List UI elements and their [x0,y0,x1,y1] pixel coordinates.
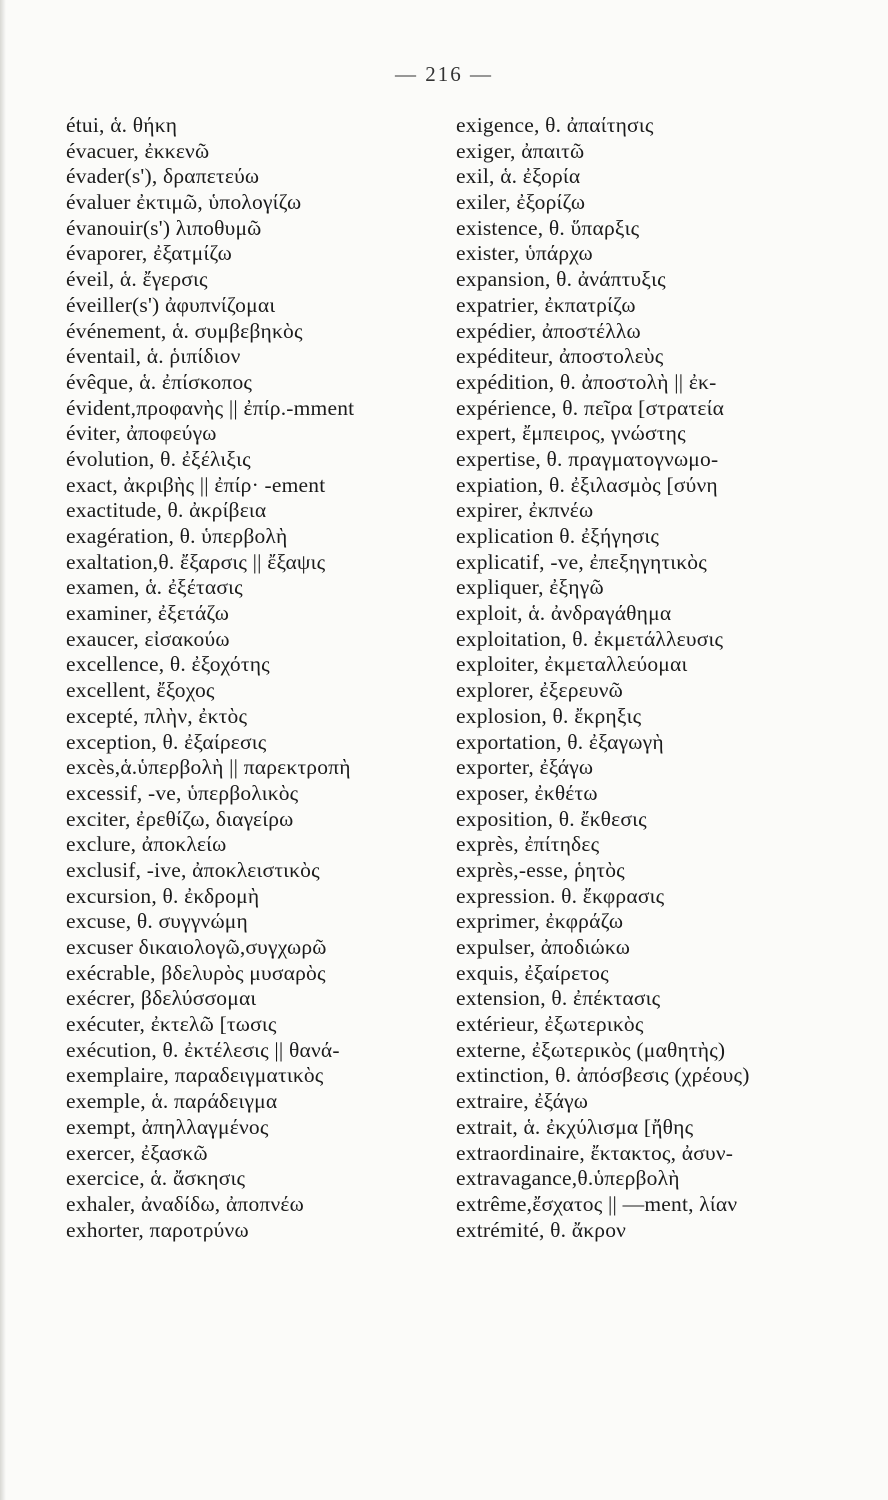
dictionary-entry: exaucer, εἰσακούω [66,626,230,651]
dictionary-entry: extravagance,θ.ὑπερβολὴ [456,1166,680,1191]
dictionary-entry: extrait, ἁ. ἐκχύλισμα [ἤθης [456,1114,694,1139]
dictionary-entry: exactitude, θ. ἀκρίβεια [66,498,267,523]
dictionary-entry: exquis, ἐξαίρετος [456,960,609,985]
dictionary-entry: exigence, θ. ἀπαίτησις [456,113,654,137]
dictionary-entry: exécrable, βδελυρὸς μυσαρὸς [66,960,326,985]
dictionary-entry: expatrier, ἐκπατρίζω [456,292,636,317]
dictionary-entry: extinction, θ. ἀπόσβεσις (χρέους) [456,1063,750,1088]
dictionary-entry: exploitation, θ. ἐκμετάλλευσις [456,626,724,651]
dictionary-entry: exercice, ἁ. ἄσκησις [66,1166,246,1191]
dictionary-entry: expédition, θ. ἀποστολὴ || ἐκ- [456,369,717,394]
dictionary-entry: expérience, θ. πεῖρα [στρατεία [456,395,725,420]
dictionary-entry: éviter, ἀποφεύγω [66,421,217,446]
dictionary-entry: expiation, θ. ἐξιλασμὸς [σύνη [456,472,718,497]
dictionary-entry: exiger, ἀπαιτῶ [456,138,585,163]
dictionary-entry: excursion, θ. ἐκδρομὴ [66,883,260,908]
left-column [66,113,446,1243]
dictionary-entry: externe, ἐξωτερικὸς (μαθητὴς) [456,1037,726,1062]
dictionary-entry: exhaler, ἀναδίδω, ἀποπνέω [66,1191,304,1216]
dictionary-entry: exemplaire, παραδειγματικὸς [66,1063,324,1088]
dictionary-entry: évader(s'), δραπετεύω [66,164,260,189]
dictionary-entry: exister, ὑπάρχω [456,241,593,266]
dictionary-entry: exact, ἀκριβὴς || ἐπίρ· -ement [66,472,326,497]
dictionary-entry: extension, θ. ἐπέκτασις [456,986,661,1011]
dictionary-entry: exprès, ἐπίτηδες [456,832,600,857]
dictionary-entry: évaporer, ἐξατμίζω [66,241,232,266]
dictionary-entry: exclusif, -ive, ἀποκλειστικὸς [66,857,320,882]
dictionary-entry: exemple, ἁ. παράδειγμα [66,1089,278,1114]
dictionary-entry: exposition, θ. ἔκθεσις [456,806,647,831]
dictionary-entry: exhorter, παροτρύνω [66,1217,249,1242]
dictionary-entry: extraordinaire, ἔκτακτος, ἀσυν- [456,1140,734,1165]
dictionary-entry: extrême,ἔσχατος || —ment, λίαν [456,1191,738,1216]
dictionary-entry: exercer, ἐξασκῶ [66,1140,208,1165]
dictionary-entry: explorer, ἐξερευνῶ [456,678,624,703]
dictionary-entry: exiler, ἐξορίζω [456,190,586,215]
dictionary-entry: extrémité, θ. ἄκρον [456,1217,627,1242]
dictionary-entry: exposer, ἐκθέτω [456,780,598,805]
dictionary-entry: exporter, ἐξάγω [456,755,594,780]
dictionary-entry: examen, ἁ. ἐξέτασις [66,575,243,600]
dictionary-entry: expliquer, ἐξηγῶ [456,575,604,600]
dictionary-entry: extraire, ἐξάγω [456,1089,589,1114]
dictionary-entry: excellence, θ. ἐξοχότης [66,652,270,677]
dictionary-entry: excès,ἁ.ὑπερβολὴ || παρεκτροπὴ [66,755,351,780]
dictionary-entry: extérieur, ἐξωτερικὸς [456,1012,644,1037]
page-edge-shadow [0,0,6,1500]
dictionary-entry: étui, ἁ. θήκη [66,113,178,137]
dictionary-entry: expulser, ἀποδιώκω [456,935,631,959]
dictionary-entry: explicatif, -ve, ἐπεξηγητικὸς [456,549,707,574]
dictionary-entry: exploit, ἁ. ἀνδραγάθημα [456,601,672,626]
dictionary-entry: exception, θ. ἐξαίρεσις [66,729,267,754]
page-number: — 216 — [395,62,493,86]
dictionary-entry: exil, ἁ. ἐξορία [456,164,581,189]
dictionary-entry: exprès,-esse, ῥητὸς [456,857,625,882]
dictionary-entry: exclure, ἀποκλείω [66,832,227,857]
dictionary-entry: exciter, ἐρεθίζω, διαγείρω [66,806,294,831]
dictionary-entry: exempt, ἀπηλλαγμένος [66,1114,269,1139]
dictionary-entry: expédier, ἀποστέλλω [456,318,641,343]
dictionary-entry: exaltation,θ. ἔξαρσις || ἔξαψις [66,549,326,574]
dictionary-entry: excuse, θ. συγγνώμη [66,909,248,934]
dictionary-entry: explication θ. ἐξήγησις [456,524,660,548]
dictionary-entry: exprimer, ἐκφράζω [456,909,624,934]
dictionary-entry: exécution, θ. ἐκτέλεσις || θανά- [66,1037,340,1062]
dictionary-entry: évaluer ἐκτιμῶ, ὑπολογίζω [66,190,302,215]
dictionary-entry: expansion, θ. ἀνάπτυξις [456,267,666,292]
dictionary-entry: évacuer, ἐκκενῶ [66,138,210,163]
dictionary-entry: expéditeur, ἀποστολεὺς [456,344,664,369]
dictionary-entry: excessif, -ve, ὑπερβολικὸς [66,780,299,805]
dictionary-entry: évanouir(s') λιποθυμῶ [66,215,262,240]
dictionary-entry: évêque, ἁ. ἐπίσκοπος [66,369,253,394]
right-column [456,113,856,1243]
dictionary-entry: évident,προφανὴς || ἐπίρ.-mment [66,395,355,420]
dictionary-entry: existence, θ. ὕπαρξις [456,215,640,240]
dictionary-entry: expression. θ. ἔκφρασις [456,883,665,908]
dictionary-entry: expert, ἔμπειρος, γνώστης [456,421,686,446]
dictionary-entry: exécuter, ἐκτελῶ [τωσις [66,1012,277,1037]
dictionary-entry: événement, ἁ. συμβεβηκὸς [66,318,303,343]
dictionary-entry: éveiller(s') ἀφυπνίζομαι [66,292,276,317]
dictionary-entry: excellent, ἔξοχος [66,678,215,703]
dictionary-entry: explosion, θ. ἔκρηξις [456,703,642,728]
dictionary-entry: évolution, θ. ἐξέλιξις [66,446,251,471]
dictionary-entry: exagération, θ. ὑπερβολὴ [66,524,288,548]
dictionary-entry: excuser δικαιολογῶ,συγχωρῶ [66,935,327,959]
dictionary-entry: exécrer, βδελύσσομαι [66,986,257,1011]
dictionary-entry: éveil, ἁ. ἔγερσις [66,267,208,292]
dictionary-entry: examiner, ἐξετάζω [66,601,230,626]
dictionary-entry: excepté, πλὴν, ἐκτὸς [66,703,248,728]
dictionary-entry: éventail, ἁ. ῥιπίδιον [66,344,241,369]
dictionary-entry: exploiter, ἐκμεταλλεύομαι [456,652,688,677]
dictionary-entry: expirer, ἐκπνέω [456,498,594,523]
dictionary-entry: exportation, θ. ἐξαγωγὴ [456,729,664,754]
dictionary-entry: expertise, θ. πραγματογνωμο- [456,446,719,471]
